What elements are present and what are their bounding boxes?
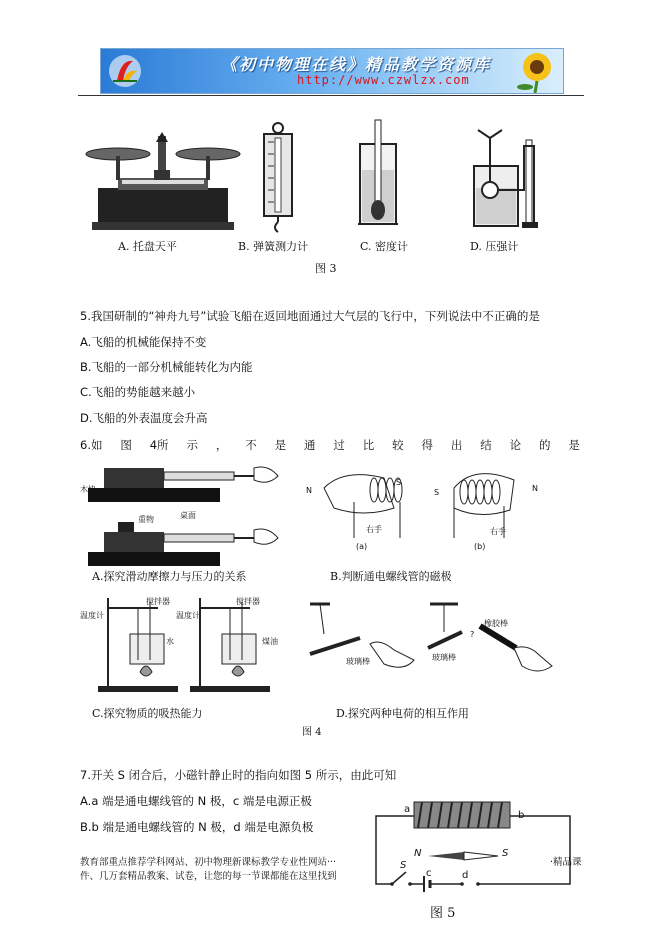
banner-url[interactable]: http://www.czwlzx.com (297, 73, 470, 87)
question-5-stem: 5.我国研制的“神舟九号”试验飞船在返回地面通过大气层的飞行中，下列说法中不正确的是 (80, 309, 540, 323)
q6-char: 较 (392, 438, 404, 452)
label-b-n1: N (306, 486, 312, 495)
question-5-option-b: B.飞船的一部分机械能转化为内能 (80, 360, 253, 374)
question-6-stem (80, 437, 580, 453)
footer-line-1-right: ·精品课 (550, 857, 582, 868)
label-b-n2: N (532, 484, 538, 493)
balance-drawing (86, 132, 240, 230)
label-b-s2: S (434, 488, 440, 497)
q6-char: 论 (509, 438, 522, 452)
figure-4-caption-a: A.探究滑动摩擦力与压力的关系 (92, 570, 247, 583)
question-5-option-a: A.飞船的机械能保持不变 (80, 335, 207, 349)
label-c-kerosene: 煤油 (262, 637, 278, 646)
figure-3-caption: 图 3 (315, 262, 337, 275)
q6-char: 的 (538, 438, 551, 452)
label-c-thermometer-2: 温度计 (176, 611, 200, 620)
label-b-b: (b) (474, 542, 486, 551)
figure-3-label-c: C. 密度计 (360, 240, 409, 253)
header-banner (100, 48, 564, 94)
q6-char: 结 (480, 438, 492, 452)
figure-5-label-s: S (502, 848, 509, 859)
q6-char: 得 (421, 438, 433, 452)
banner-title: 《初中物理在线》精品教学资源库 (221, 55, 492, 74)
label-d-question: ? (470, 630, 475, 639)
label-c-stirrer-2: 搅拌器 (236, 597, 260, 606)
figure-4-caption-d: D.探究两种电荷的相互作用 (336, 707, 469, 720)
solenoid-hand-drawing (304, 458, 564, 553)
pressure-gauge-drawing (474, 130, 538, 228)
question-7-option-b: B.b 端是通电螺线管的 N 极，d 端是电源负极 (80, 820, 314, 834)
figure-5-label-d: d (462, 870, 469, 881)
density-meter-drawing (358, 120, 398, 224)
label-c-thermometer-1: 温度计 (80, 611, 104, 620)
label-d-glass-rod-1: 玻璃棒 (346, 657, 370, 666)
figure-3 (78, 110, 548, 280)
q6-char: 是 (274, 438, 287, 452)
header-rule (78, 95, 584, 96)
site-logo-icon (107, 53, 143, 89)
figure-5-label-n: N (414, 848, 422, 859)
q6-char: 4所 (149, 438, 169, 452)
label-d-glass-rod-2: 玻璃棒 (432, 653, 456, 662)
figure-4-caption-c: C.探究物质的吸热能力 (92, 707, 203, 720)
figure-5-caption: 图 5 (430, 906, 456, 921)
q6-char: ， (215, 438, 228, 452)
sunflower-icon (499, 49, 559, 93)
q6-char: 出 (450, 438, 463, 452)
figure-4 (78, 458, 578, 738)
label-d-rubber-rod: 橡胶棒 (484, 619, 508, 628)
spring-scale-drawing (264, 123, 292, 232)
q6-char: 6.如 (80, 438, 103, 452)
footer-line-1: 教育部重点推荐学科网站、初中物理新课标教学专业性网站··· (80, 857, 337, 868)
question-5-option-c: C.飞船的势能越来越小 (80, 385, 196, 399)
question-7-stem: 7.开关 S 闭合后，小磁针静止时的指向如图 5 所示，由此可知 (80, 768, 397, 782)
label-c-stirrer-1: 搅拌器 (146, 597, 170, 606)
figure-3-label-b: B. 弹簧测力计 (238, 240, 309, 253)
q6-char: 通 (303, 438, 316, 452)
figure-3-label-a: A. 托盘天平 (118, 240, 177, 253)
label-weight: 重物 (138, 515, 154, 524)
q6-char: 过 (333, 438, 345, 452)
q6-char: 图 (120, 438, 132, 452)
figure-5-label-switch: S (400, 860, 407, 871)
label-b-a: (a) (356, 542, 368, 551)
label-b-right-hand-b: 右手 (490, 527, 506, 536)
figure-4-caption: 图 4 (302, 727, 322, 738)
figure-5-label-c: c (426, 868, 432, 879)
figure-4-caption-b: B.判断通电螺线管的磁极 (330, 570, 452, 583)
figure-3-label-d: D. 压强计 (470, 240, 519, 253)
figure-3-drawings (78, 110, 548, 280)
label-b-right-hand-a: 右手 (366, 525, 382, 534)
q6-char: 是 (568, 438, 580, 452)
figure-5-label-b: b (518, 810, 525, 821)
label-c-water: 水 (166, 637, 174, 646)
q6-char: 不 (245, 438, 257, 452)
q6-char: 比 (362, 438, 375, 452)
q6-char: 示 (186, 438, 198, 452)
label-table: 桌面 (180, 511, 196, 520)
question-5-option-d: D.飞船的外表温度会升高 (80, 411, 208, 425)
solenoid-circuit-drawing (362, 796, 584, 896)
label-wood-block: 木块 (80, 485, 96, 494)
question-7-option-a: A.a 端是通电螺线管的 N 极，c 端是电源正极 (80, 794, 312, 808)
label-b-s1: S (396, 478, 402, 487)
figure-5-label-a: a (404, 804, 411, 815)
footer-line-2: 件、几万套精品教案、试卷，让您的每一节课都能在这里找到 (80, 871, 337, 882)
